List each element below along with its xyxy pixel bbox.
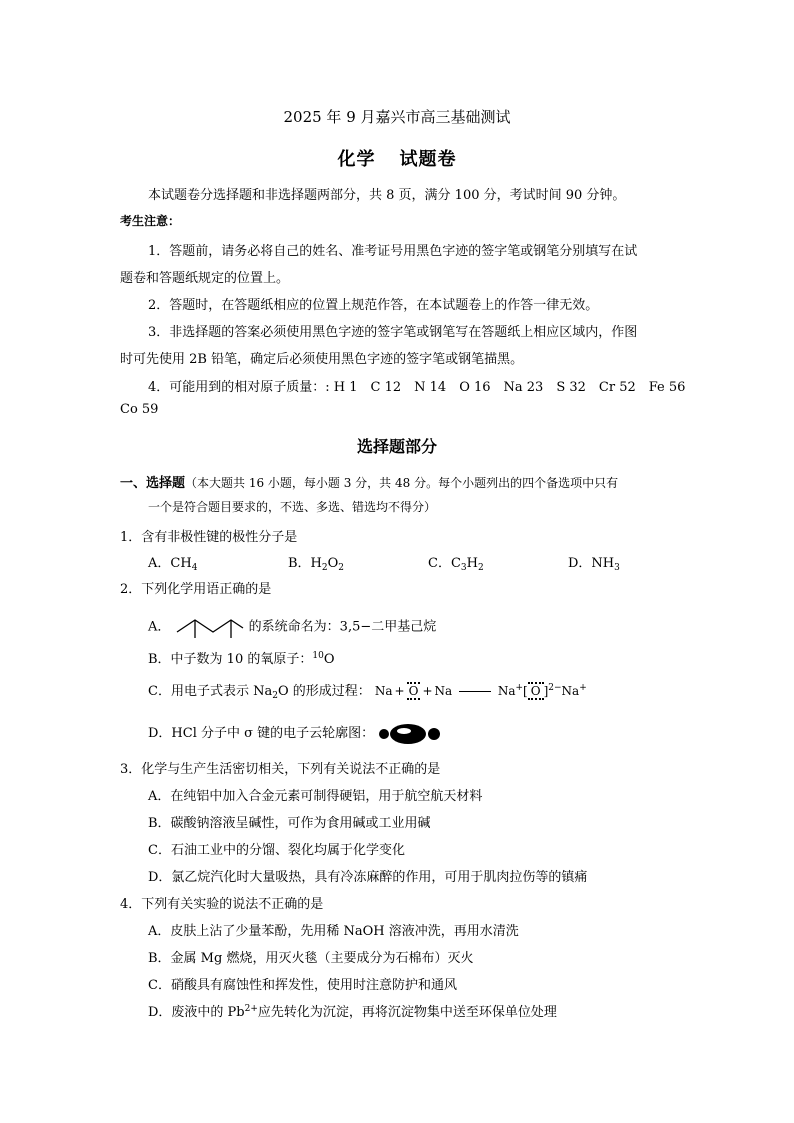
q1-option-c: C．$C_3H_2$ bbox=[428, 556, 484, 573]
section-title: 选择题部分 bbox=[356, 437, 437, 456]
skeletal-structure-icon bbox=[175, 612, 245, 642]
q3-option-d: D．氯乙烷汽化时大量吸热，具有冷冻麻醉的作用，可用于肌肉拉伤等的镇痛 bbox=[148, 870, 588, 885]
q4-option-d: D．废液中的 $Pb^{2+}$应先转化为沉淀，再将沉淀物集中送至环保单位处理 bbox=[148, 1004, 557, 1020]
exam-subtitle bbox=[0, 145, 794, 171]
notice-item-4a: 4．可能用到的相对原子质量：: H 1 C 12 N 14 O 16 Na 23 S 32 Cr 52 Fe 56 bbox=[148, 380, 686, 395]
q2-option-a: A． 的系统命名为：3,5−二甲基己烷 bbox=[148, 612, 436, 642]
q3-option-c: C．石油工业中的分馏、裂化均属于化学变化 bbox=[148, 843, 405, 858]
notice-heading: 考生注意： bbox=[120, 214, 181, 228]
q3-option-a: A．在纯铝中加入合金元素可制得硬铝，用于航空航天材料 bbox=[148, 789, 483, 804]
notice-item-3b: 时可先使用 2B 铅笔，确定后必须使用黑色字迹的签字笔或钢笔描黑。 bbox=[120, 352, 524, 367]
q2-option-b: B．中子数为 10 的氧原子：$^{10}$O bbox=[148, 651, 335, 667]
q4-stem: 4．下列有关实验的说法不正确的是 bbox=[120, 897, 324, 912]
q4-option-c: C．硝酸具有腐蚀性和挥发性，使用时注意防护和通风 bbox=[148, 978, 457, 993]
subject-name: 化学 bbox=[337, 149, 376, 170]
q1-option-d: D．$NH_3$ bbox=[568, 556, 620, 573]
q4-option-a: A．皮肤上沾了少量苯酚，先用稀 NaOH 溶液冲洗，再用水清洗 bbox=[148, 924, 519, 939]
notice-item-3a: 3．非选择题的答案必须使用黑色字迹的签字笔或钢笔写在答题纸上相应区域内，作图 bbox=[148, 325, 638, 340]
notice-item-1a: 1．答题前，请务必将自己的姓名、准考证号用黑色字迹的签字笔或钢笔分别填写在试 bbox=[148, 244, 638, 259]
part1-label: 一、选择题 bbox=[120, 476, 186, 491]
part1-desc-a: （本大题共 16 小题，每小题 3 分，共 48 分。每个小题列出的四个备选项中只有 bbox=[185, 476, 619, 490]
electron-cloud-icon bbox=[378, 723, 442, 745]
notice-item-1b: 题卷和答题纸规定的位置上。 bbox=[120, 271, 290, 286]
part1-header bbox=[120, 472, 618, 491]
q3-option-b: B．碳酸钠溶液呈碱性，可作为食用碱或工业用碱 bbox=[148, 816, 431, 831]
q1-stem: 1．含有非极性键的极性分子是 bbox=[120, 530, 298, 545]
q2-stem: 2．下列化学用语正确的是 bbox=[120, 582, 272, 597]
part1-desc-b: 一个是符合题目要求的，不选、多选、错选均不得分） bbox=[148, 500, 437, 514]
notice-item-2: 2．答题时，在答题纸相应的位置上规范作答，在本试题卷上的作答一律无效。 bbox=[148, 298, 599, 313]
q2-option-d: D．HCl 分子中 σ 键的电子云轮廓图： bbox=[148, 722, 442, 745]
q1-option-a: A．$CH_4$ bbox=[148, 556, 198, 573]
electron-formation-process: Na + O + Na Na+[ O ]$^{2-}$Na+ bbox=[374, 683, 587, 698]
q1-option-b: B．$H_2O_2$ bbox=[288, 556, 345, 573]
reaction-arrow-icon bbox=[459, 691, 491, 692]
notice-item-4b: Co 59 bbox=[120, 402, 159, 417]
q2-option-c: C．用电子式表示 $Na_2O$ 的形成过程： Na + O + Na Na+[ O ]$^{2-}$Na+ bbox=[148, 683, 587, 701]
paper-name: 试题卷 bbox=[399, 149, 457, 170]
exam-title: 2025 年 9 月嘉兴市高三基础测试 bbox=[283, 108, 511, 126]
q3-stem: 3．化学与生产生活密切相关，下列有关说法不正确的是 bbox=[120, 762, 441, 777]
intro-text: 本试题卷分选择题和非选择题两部分，共 8 页，满分 100 分，考试时间 90 分钟。 bbox=[148, 188, 626, 203]
q4-option-b: B．金属 Mg 燃烧，用灭火毯（主要成分为石棉布）灭火 bbox=[148, 951, 474, 966]
